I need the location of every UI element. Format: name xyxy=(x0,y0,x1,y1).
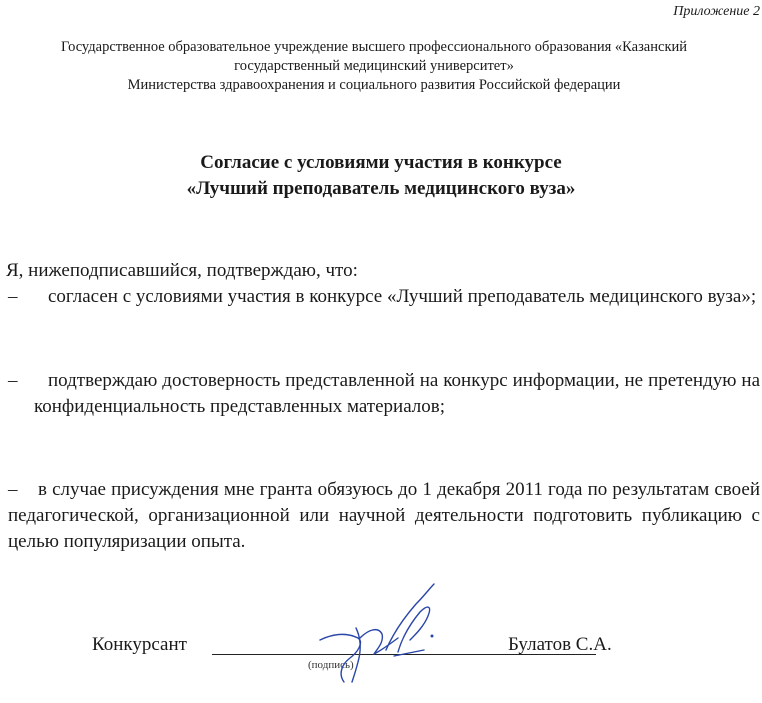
header-line-1: Государственное образовательное учреждение высшего профессионального образования «Казанский xyxy=(60,39,688,55)
intro-statement: Я, нижеподписавшийся, подтверждаю, что: xyxy=(6,260,358,281)
list-item-text: подтверждаю достоверность представленной на конкурс информации, не претендую на конфиденциальность представленных материалов; xyxy=(34,370,760,417)
list-dash: – xyxy=(8,286,18,307)
list-item xyxy=(8,284,760,310)
contestant-name: Булатов С.А. xyxy=(508,634,612,655)
title-line-2: «Лучший преподаватель медицинского вуза» xyxy=(186,178,576,199)
header-line-2: государственный медицинский университет» xyxy=(234,58,514,74)
contestant-label: Конкурсант xyxy=(92,634,187,655)
document-title xyxy=(0,150,762,202)
header-line-3: Министерства здравоохранения и социального развития Российской федерации xyxy=(127,77,621,93)
list-item xyxy=(8,368,760,420)
list-dash: – xyxy=(8,479,18,500)
list-item-text: согласен с условиями участия в конкурсе «Лучший преподаватель медицинского вуза»; xyxy=(48,286,757,307)
signature-caption: (подпись) xyxy=(308,659,354,671)
list-dash: – xyxy=(8,370,18,391)
title-line-1: Согласие с условиями участия в конкурсе xyxy=(200,152,562,173)
handwritten-signature xyxy=(298,578,448,688)
institution-header xyxy=(4,38,744,95)
list-item xyxy=(8,477,760,555)
list-item-text: в случае присуждения мне гранта обязуюсь до 1 декабря 2011 года по результатам своей педагогической, организационной или научной деятельности подготовить публикацию с целью популяризации опыта. xyxy=(8,479,760,552)
appendix-label: Приложение 2 xyxy=(673,4,760,19)
